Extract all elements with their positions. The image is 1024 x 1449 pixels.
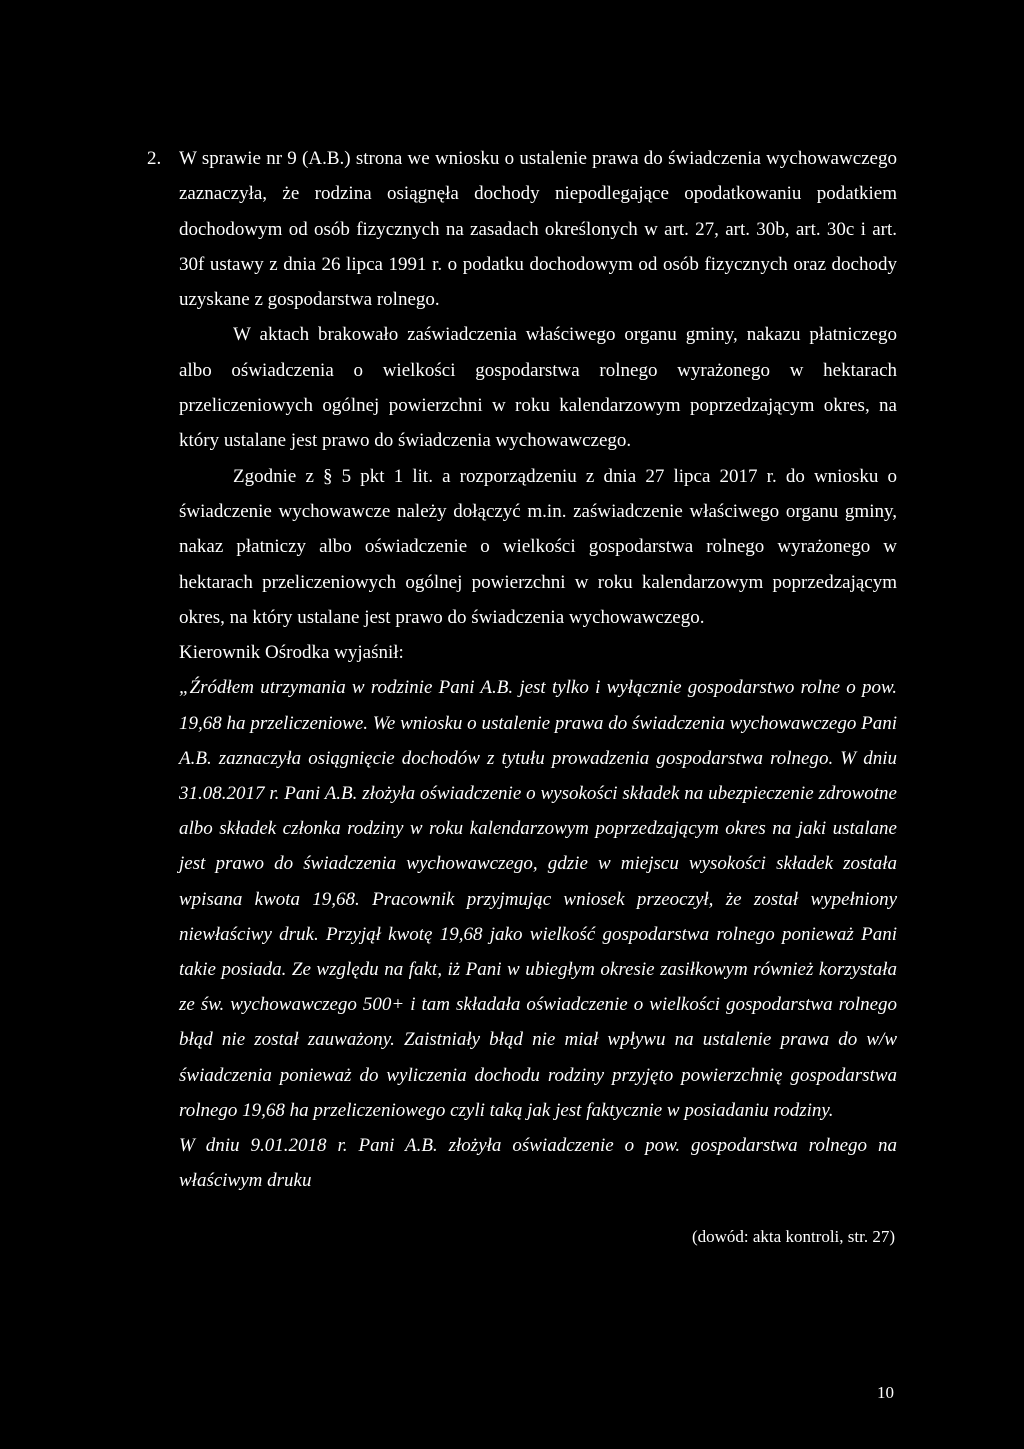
paragraph-regulation: Zgodnie z § 5 pkt 1 lit. a rozporządzeniu z dnia 27 lipca 2017 r. do wniosku o świadczenie wychowawcze należy dołączyć m.in. zaświadczenie właściwego organu gminy, nakaz płatniczy albo oświadczenie o wielkości gospodarstwa rolnego wyrażonego w hektarach przeliczeniowych ogólnej powierzchni w roku kalendarzowym poprzedzającym okres, na który ustalane jest prawo do świadczenia wychowawczego. [179, 465, 897, 628]
evidence-note: (dowód: akta kontroli, str. 27) [691, 1226, 895, 1246]
section-number: 2. [147, 148, 162, 169]
document-body [179, 141, 897, 1254]
paragraph-explanation-intro: Kierownik Ośrodka wyjaśnił: [179, 642, 404, 664]
quote-correction: W dniu 9.01.2018 r. Pani A.B. złożyła oświadczenie o pow. gospodarstwa rolnego na właściwym druku [179, 1135, 897, 1192]
page-number: 10 [877, 1383, 894, 1402]
paragraph-case-description: W sprawie nr 9 (A.B.) strona we wniosku o ustalenie prawa do świadczenia wychowawczego zaznaczyła, że rodzina osiągnęła dochody niepodlegające opodatkowaniu podatkiem dochodowym od osób fizycznych na zasadach określonych w art. 27, art. 30b, art. 30c i art. 30f ustawy z dnia 26 lipca 1991 r. o podatku dochodowym od osób fizycznych oraz dochody uzyskane z gospodarstwa rolnego. [179, 148, 897, 311]
paragraph-missing-documents: W aktach brakowało zaświadczenia właściwego organu gminy, nakazu płatniczego albo oświadczenia o wielkości gospodarstwa rolnego wyrażonego w hektarach przeliczeniowych ogólnej powierzchni w roku kalendarzowym poprzedzającym okres, na który ustalane jest prawo do świadczenia wychowawczego. [179, 324, 897, 452]
quote-explanation: „Źródłem utrzymania w rodzinie Pani A.B. jest tylko i wyłącznie gospodarstwo rolne o pow. 19,68 ha przeliczeniowe. We wniosku o ustalenie prawa do świadczenia wychowawczego Pani A.B. zaznaczyła osiągnięcie dochodów z tytułu prowadzenia gospodarstwa rolnego. W dniu 31.08.2017 r. Pani A.B. złożyła oświadczenie o wysokości składek na ubezpieczenie zdrowotne albo składek członka rodziny w roku kalendarzowym poprzedzającym okres na jaki ustalane jest prawo do świadczenia wychowawczego, gdzie w miejscu wysokości składek została wpisana kwota 19,68. Pracownik przyjmując wniosek przeoczył, że został wypełniony niewłaściwy druk. Przyjął kwotę 19,68 jako wielkość gospodarstwa rolnego ponieważ Pani takie posiada. Ze względu na fakt, iż Pani w ubiegłym okresie zasiłkowym również korzystała ze św. wychowawczego 500+ i tam składała oświadczenie o wielkości gospodarstwa rolnego błąd nie został zauważony. Zaistniały błąd nie miał wpływu na ustalenie prawa do w/w świadczenia ponieważ do wyliczenia dochodu rodziny przyjęto powierzchnię gospodarstwa rolnego 19,68 ha przeliczeniowego czyli taką jak jest faktycznie w posiadaniu rodziny. [179, 677, 897, 1121]
